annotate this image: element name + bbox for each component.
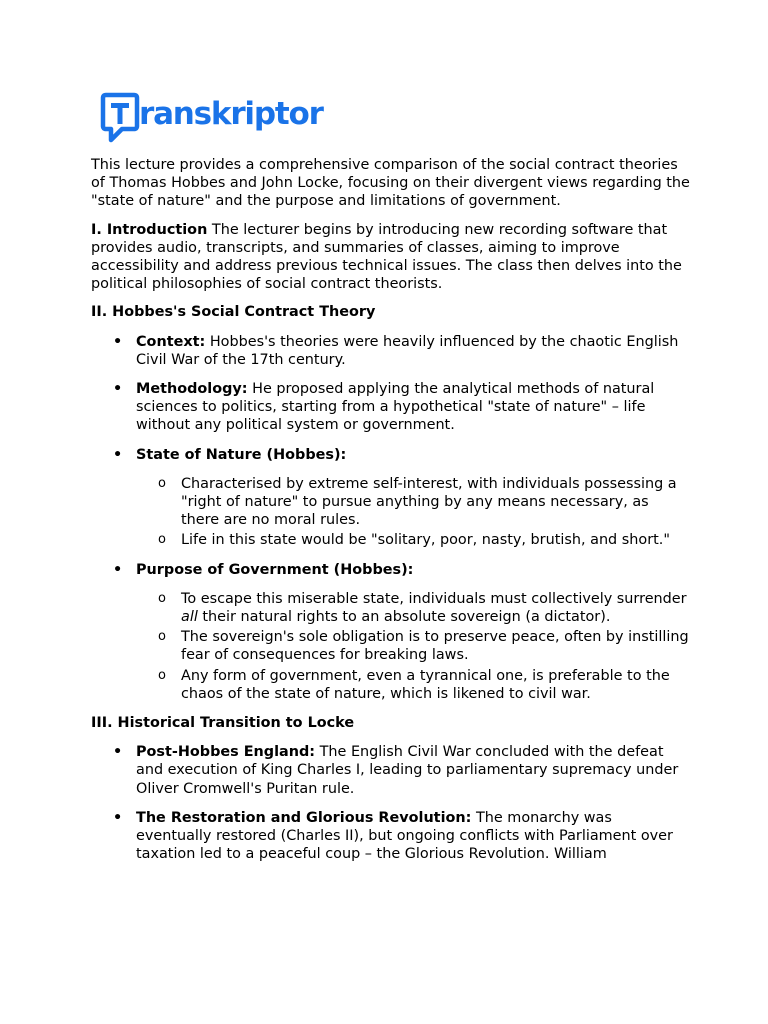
context-text: Hobbes's theories were heavily influenced by the chaotic English Civil War of the 17th century.: [136, 333, 679, 368]
sublist-item: o Any form of government, even a tyrannical one, is preferable to the chaos of the state of nature, which is likened to civil war.: [136, 667, 691, 703]
transkriptor-logo-icon: [100, 92, 140, 144]
post-hobbes-label: Post-Hobbes England:: [136, 744, 316, 761]
list-item: [91, 561, 691, 703]
methodology-text: He proposed applying the analytical methods of natural sciences to politics, starting from a hypothetical "state of nature" – life without any political system or government.: [136, 381, 655, 434]
restoration-label: The Restoration and Glorious Revolution:: [136, 809, 472, 826]
list-item: [91, 380, 691, 435]
logo-wordmark: ranskriptor: [139, 96, 323, 132]
purpose-item-emphasis: all: [181, 609, 198, 626]
transition-list: [91, 743, 691, 863]
purpose-item-text: To escape this miserable state, individuals must collectively surrender: [181, 590, 687, 607]
transkriptor-logo: [100, 92, 323, 144]
hobbes-list: [91, 333, 691, 703]
introduction-text: The lecturer begins by introducing new recording software that provides audio, transcripts, and summaries of classes, aiming to improve accessibility and address previous technical issues. The class then delves into the political philosophies of social contract theorists.: [91, 221, 682, 293]
restoration-text: The monarchy was eventually restored (Charles II), but ongoing conflicts with Parliament over taxation led to a peaceful coup – the Glorious Revolution. William: [136, 809, 673, 863]
introduction-heading: I. Introduction: [91, 221, 208, 238]
post-hobbes-text: The English Civil War concluded with the defeat and execution of King Charles I, leading to parliamentary supremacy under Oliver Cromwell's Puritan rule.: [136, 744, 679, 797]
hobbes-heading: II. Hobbes's Social Contract Theory: [91, 304, 376, 321]
document-body: [91, 156, 691, 875]
list-item: [91, 809, 691, 864]
introduction-paragraph: [91, 221, 691, 294]
purpose-item-text: their natural rights to an absolute sovereign (a dictator).: [197, 609, 611, 626]
purpose-sublist: [136, 590, 691, 703]
intro-paragraph: This lecture provides a comprehensive comparison of the social contract theories of Thomas Hobbes and John Locke, focusing on their divergent views regarding the "state of nature" and the purpose and limitations of government.: [91, 157, 690, 210]
context-label: Context:: [136, 333, 206, 350]
list-item: [91, 446, 691, 550]
state-of-nature-label: State of Nature (Hobbes):: [136, 446, 347, 463]
locke-transition-heading: III. Historical Transition to Locke: [91, 715, 355, 732]
list-item: [91, 333, 691, 369]
sublist-item: o Life in this state would be "solitary, poor, nasty, brutish, and short.": [136, 531, 691, 549]
sublist-item: o Characterised by extreme self-interest, with individuals possessing a "right of nature" to pursue anything by any means necessary, as there are no moral rules.: [136, 475, 691, 530]
methodology-label: Methodology:: [136, 381, 248, 398]
sublist-item: [136, 590, 691, 626]
state-of-nature-sublist: [136, 475, 691, 550]
list-item: [91, 743, 691, 798]
purpose-label: Purpose of Government (Hobbes):: [136, 561, 414, 578]
sublist-item: o The sovereign's sole obligation is to preserve peace, often by instilling fear of consequences for breaking laws.: [136, 628, 691, 664]
